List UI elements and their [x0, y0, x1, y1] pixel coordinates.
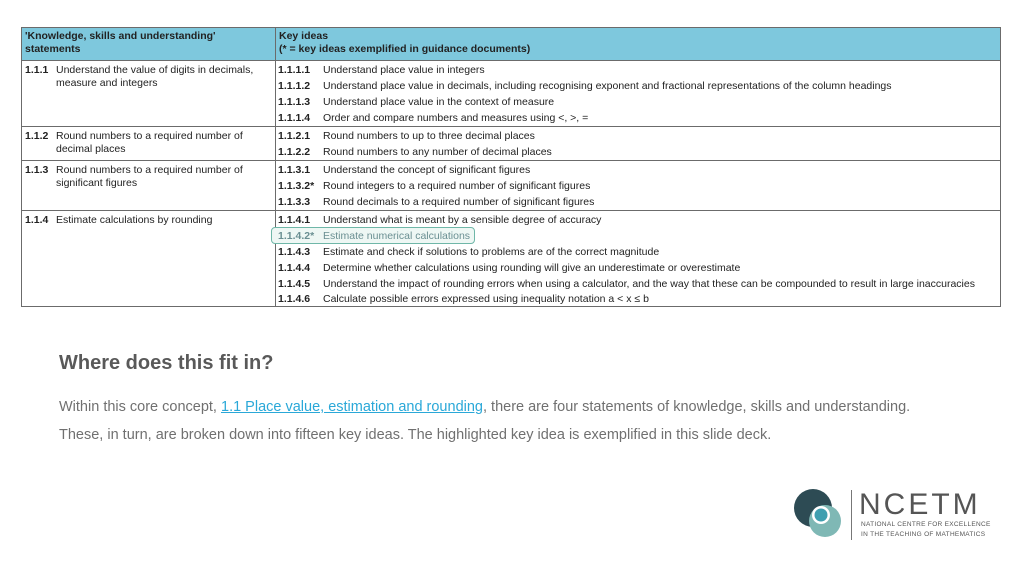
logo-subtitle-1: NATIONAL CENTRE FOR EXCELLENCE [861, 521, 991, 528]
statement-cell [22, 61, 276, 126]
key-idea-row [276, 144, 1000, 160]
statement-cell [22, 161, 276, 210]
key-idea-row [276, 78, 1000, 94]
key-idea-row [276, 110, 1000, 126]
key-idea-row [276, 162, 1000, 178]
key-idea-row [276, 128, 1000, 144]
table-header [22, 28, 1000, 61]
key-idea-text: Understand the concept of significant figures [323, 164, 531, 176]
key-idea-code: 1.1.4.3 [278, 246, 311, 258]
key-idea-text: Understand the impact of rounding errors when using a calculator, and the way that these can be compounded to result in large inaccuracies [323, 278, 975, 290]
p1-before: Within this core concept, [59, 399, 221, 415]
key-idea-text: Understand place value in the context of measure [323, 96, 555, 108]
logo-divider [851, 490, 852, 540]
key-idea-text: Round decimals to a required number of significant figures [323, 196, 595, 208]
key-idea-row [276, 94, 1000, 110]
ideas-cell [276, 61, 1000, 126]
statement-code: 1.1.4 [25, 214, 49, 226]
section-heading: Where does this fit in? [59, 352, 274, 374]
key-idea-code: 1.1.4.2* [278, 230, 315, 242]
key-idea-code: 1.1.3.1 [278, 164, 311, 176]
detail-paragraph: These, in turn, are broken down into fifteen key ideas. The highlighted key idea is exemplified in this slide deck. [59, 427, 772, 443]
key-idea-text: Order and compare numbers and measures using <, >, = [323, 112, 589, 124]
header-left-line1: 'Knowledge, skills and understanding' [25, 30, 216, 42]
key-idea-row [276, 212, 1000, 228]
key-idea-text: Round integers to a required number of significant figures [323, 180, 591, 192]
logo-wordmark: NCETM [859, 488, 981, 521]
statement-text: Round numbers to a required number of decimal places [56, 130, 243, 155]
ncetm-emblem-icon [791, 488, 849, 543]
key-idea-row [276, 244, 1000, 260]
statement-text: Round numbers to a required number of significant figures [56, 164, 243, 189]
key-idea-row [276, 292, 1000, 306]
header-left-line2: statements [25, 43, 81, 55]
statement-code: 1.1.3 [25, 164, 49, 176]
key-idea-code: 1.1.4.1 [278, 214, 311, 226]
key-idea-row [276, 260, 1000, 276]
key-idea-text: Round numbers to any number of decimal places [323, 146, 552, 158]
ncetm-logo [791, 488, 991, 543]
key-idea-row [276, 194, 1000, 210]
ideas-cell [276, 127, 1000, 160]
key-idea-code: 1.1.1.1 [278, 64, 311, 76]
context-paragraph [59, 399, 989, 415]
core-concept-link[interactable]: 1.1 Place value, estimation and rounding [221, 399, 483, 415]
key-idea-code: 1.1.4.5 [278, 278, 311, 290]
key-ideas-table [21, 27, 1001, 307]
key-idea-row [276, 276, 1000, 292]
statement-group [22, 61, 1000, 127]
statement-group [22, 127, 1000, 161]
statement-group [22, 161, 1000, 211]
statement-text: Understand the value of digits in decimals, measure and integers [56, 64, 254, 89]
key-idea-code: 1.1.1.2 [278, 80, 311, 92]
statement-text: Estimate calculations by rounding [56, 214, 213, 226]
key-idea-code: 1.1.4.4 [278, 262, 311, 274]
highlighted-key-idea [276, 228, 1000, 244]
key-idea-code: 1.1.1.4 [278, 112, 311, 124]
header-right-line2: (* = key ideas exemplified in guidance documents) [279, 43, 531, 55]
header-statements [22, 28, 276, 60]
key-idea-text: Estimate and check if solutions to problems are of the correct magnitude [323, 246, 660, 258]
statement-code: 1.1.1 [25, 64, 49, 76]
key-idea-code: 1.1.3.3 [278, 196, 311, 208]
key-idea-text: Round numbers to up to three decimal places [323, 130, 535, 142]
key-idea-row [276, 62, 1000, 78]
ideas-cell [276, 161, 1000, 210]
statement-group [22, 211, 1000, 306]
statement-cell [22, 211, 276, 306]
key-idea-code: 1.1.4.6 [278, 293, 311, 305]
key-idea-text: Understand place value in decimals, including recognising exponent and fractional representations of the column headings [323, 80, 892, 92]
key-idea-row [276, 178, 1000, 194]
key-idea-text: Determine whether calculations using rounding will give an underestimate or overestimate [323, 262, 741, 274]
logo-subtitle-2: IN THE TEACHING OF MATHEMATICS [861, 531, 986, 538]
p1-after: , there are four statements of knowledge, skills and understanding. [482, 399, 911, 415]
ideas-cell [276, 211, 1000, 306]
key-idea-text: Estimate numerical calculations [323, 230, 471, 242]
key-idea-code: 1.1.3.2* [278, 180, 315, 192]
key-idea-code: 1.1.2.1 [278, 130, 311, 142]
header-right-line1: Key ideas [279, 30, 329, 42]
key-idea-code: 1.1.1.3 [278, 96, 311, 108]
key-idea-text: Calculate possible errors expressed using inequality notation a < x ≤ b [323, 293, 649, 305]
header-key-ideas [276, 28, 1000, 60]
key-idea-text: Understand what is meant by a sensible degree of accuracy [323, 214, 602, 226]
statement-code: 1.1.2 [25, 130, 49, 142]
statement-cell [22, 127, 276, 160]
key-idea-text: Understand place value in integers [323, 64, 485, 76]
key-idea-code: 1.1.2.2 [278, 146, 311, 158]
